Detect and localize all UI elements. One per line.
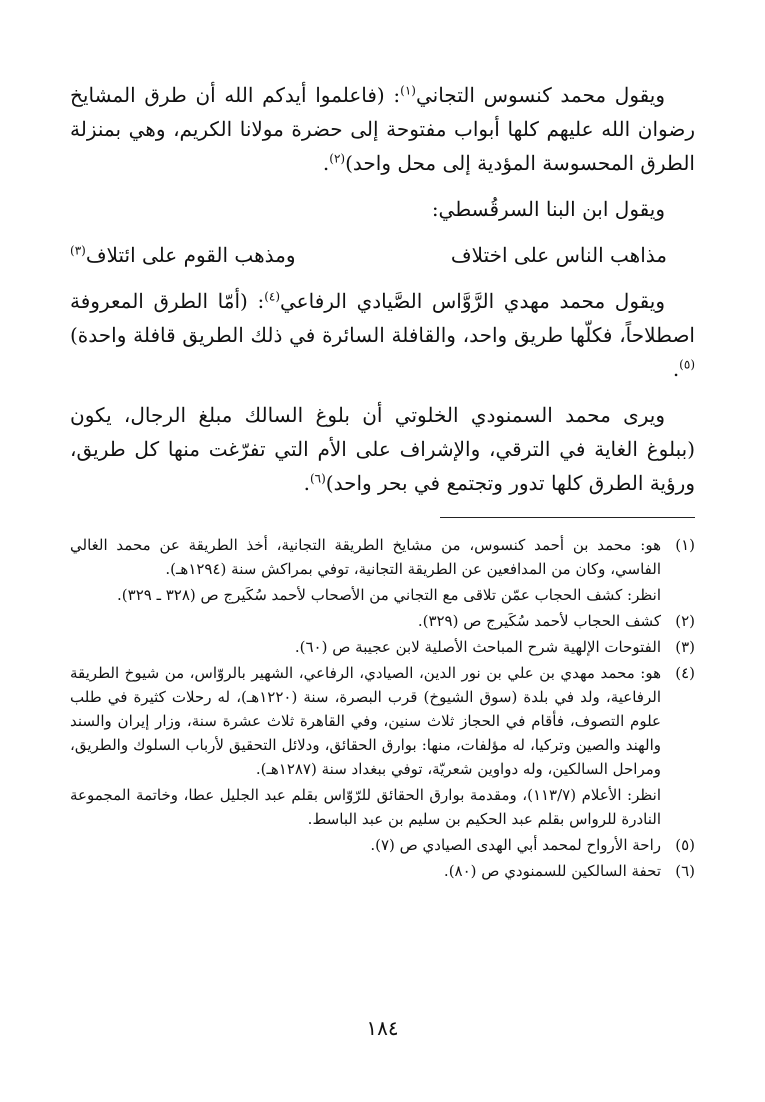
footnote-text: هو: محمد بن أحمد كنسوس، من مشايخ الطريقة التجانية، أخذ الطريقة عن محمد الغالي الفاسي، وكان من المدافعين عن الطريقة التجانية، توفي بمراكش سنة (١٢٩٤هـ). <box>70 536 661 578</box>
footnote-text: كشف الحجاب لأحمد سُكَيرج ص (٣٢٩). <box>417 612 661 630</box>
footnote-5 <box>70 833 695 857</box>
paragraph-ibn-albanna: ويقول ابن البنا السرقُسطي: <box>431 197 665 221</box>
footnote-ref-4[interactable]: (٤) <box>264 289 281 304</box>
footnote-text: هو: محمد مهدي بن علي بن نور الدين، الصيادي، الرفاعي، الشهير بالروّاس، من شيوخ الطريقة الرفاعية، ولد في بلدة (سوق الشيوخ) قرب البصرة، سنة (١٢٢٠هـ)، له رحلات كثيرة في طلب علوم التصوف، فأقام في الحجاز ثلاث سنين، وفي القاهرة ثلاث عشرة سنة، وزار إيران والسند والهند والصين وتركيا، له مؤلفات، منها: بوارق الحقائق، ودلائل التحقيق لأرباب السلوك والطريق، ومراحل السالكين، وله دواوين شعريّة، توفي ببغداد سنة (١٢٨٧هـ). <box>70 664 661 778</box>
footnotes <box>70 533 695 885</box>
poetry-verse <box>70 238 695 272</box>
footnote-4 <box>70 661 695 781</box>
footnote-text: راحة الأرواح لمحمد أبي الهدى الصيادي ص (٧). <box>370 836 661 854</box>
paragraph-rawwas: ويقول محمد مهدي الرَّوَّاس الصَّيادي الرفاعي$^{(٤)}$: (أمّا الطرق المعروفة اصطلاحاً، فكلّها طريق واحد، والقافلة السائرة في ذلك الطريق قافلة واحدة)$^{(٥)}$. <box>70 289 695 381</box>
main-text <box>70 78 695 512</box>
footnote-ref-5[interactable]: (٥) <box>679 357 695 372</box>
footnote-1-source: انظر: كشف الحجاب عمّن تلاقى مع التجاني من الأصحاب لأحمد سُكَيرج ص (٣٢٨ ـ ٣٢٩). <box>117 586 661 604</box>
footnote-ref-2[interactable]: (٢) <box>329 151 346 166</box>
page-number: ١٨٤ <box>366 1016 399 1040</box>
footnote-number: (٤) <box>675 664 695 682</box>
footnote-1 <box>70 533 695 581</box>
verse-first-hemistich: مذاهب الناس على اختلاف <box>450 243 667 267</box>
verse-second-hemistich: ومذهب القوم على ائتلاف$^{(٣)}$ <box>70 243 296 267</box>
footnote-text: تحفة السالكين للسمنودي ص (٨٠). <box>443 862 661 880</box>
footnote-number: (١) <box>675 536 695 554</box>
footnote-text: الفتوحات الإلهية شرح المباحث الأصلية لابن عجيبة ص (٦٠). <box>294 638 661 656</box>
footnote-number: (٥) <box>675 836 695 854</box>
footnote-4-source: انظر: الأعلام (١١٣/٧)، ومقدمة بوارق الحقائق للرّوّاس بقلم عبد الجليل عطا، وخاتمة المجموعة النادرة للرواس بقلم عبد الحكيم بن سليم بن عبد الباسط. <box>70 786 661 828</box>
footnote-number: (٦) <box>675 862 695 880</box>
footnote-ref-1[interactable]: (١) <box>400 83 416 98</box>
footnote-3 <box>70 635 695 659</box>
footnote-6 <box>70 859 695 883</box>
footnote-2 <box>70 609 695 633</box>
footnote-number: (٢) <box>675 612 695 630</box>
footnote-separator <box>440 517 695 518</box>
footnote-number: (٣) <box>675 638 695 656</box>
paragraph-samanudi: ويرى محمد السمنودي الخلوتي أن بلوغ السالك مبلغ الرجال، يكون (ببلوغ الغاية في الترقي، والإشراف على الأم التي تفرّغت منها كل طريق، ورؤية الطرق كلها تدور وتجتمع في بحر واحد)$^{(٦)}$. <box>70 403 695 495</box>
footnote-ref-6[interactable]: (٦) <box>309 471 326 486</box>
footnote-ref-3[interactable]: (٣) <box>70 243 86 258</box>
paragraph-kansus: ويقول محمد كنسوس التجاني$^{(١)}$: (فاعلموا أيدكم الله أن طرق المشايخ رضوان الله عليهم كلها أبواب مفتوحة إلى حضرة مولانا الكريم، وهي بمنزلة الطرق المحسوسة المؤدية إلى محل واحد)$^{(٢)}$. <box>70 83 695 175</box>
